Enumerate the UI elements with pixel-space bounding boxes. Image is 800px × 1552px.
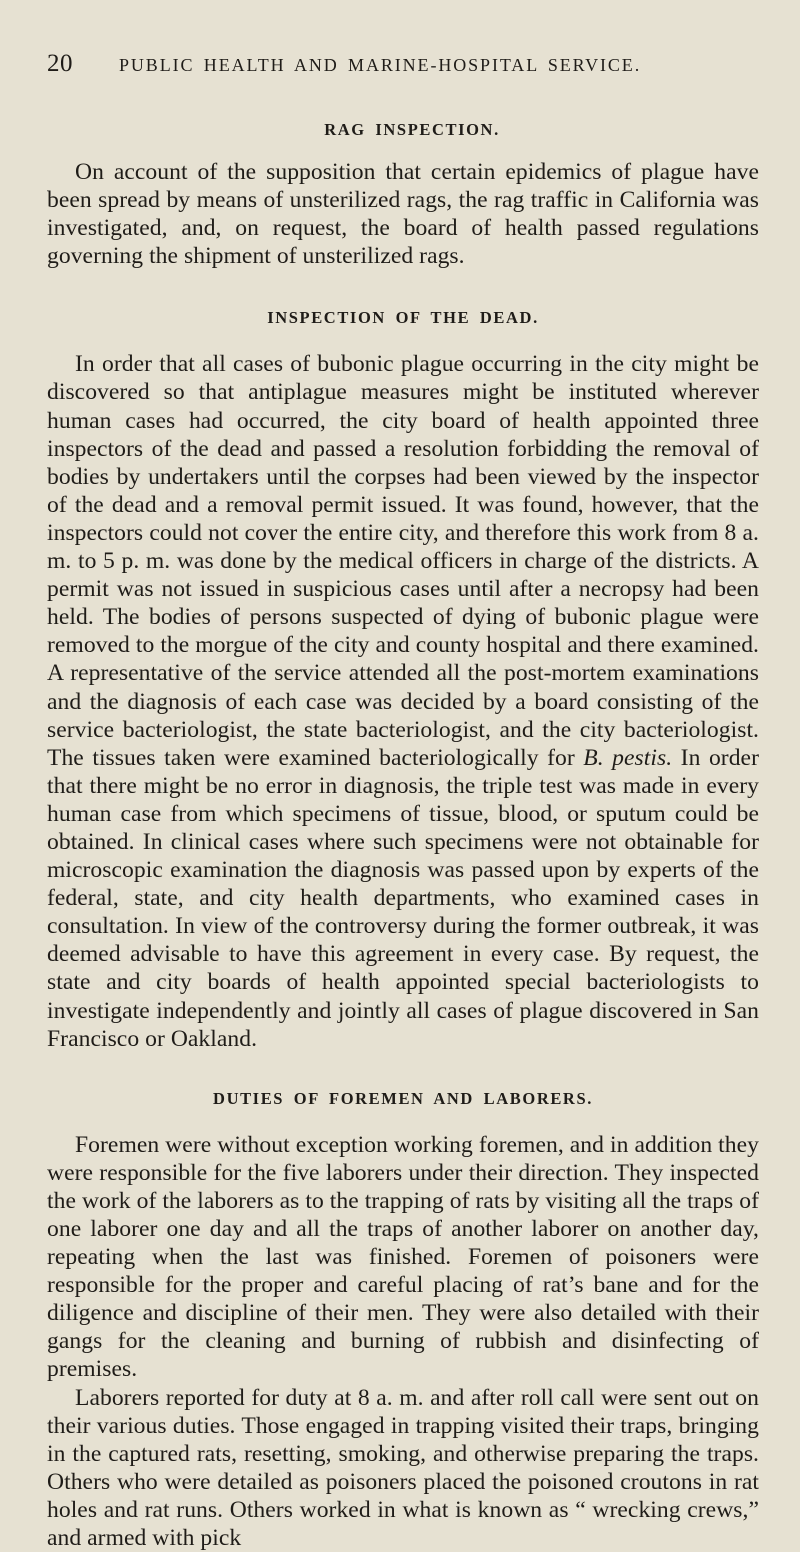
running-title: PUBLIC HEALTH AND MARINE-HOSPITAL SERVICE. (119, 55, 642, 75)
paragraph-inspection-of-the-dead (47, 350, 759, 1052)
paragraph-foremen: Foremen were without exception working foremen, and in addition they were responsible for the five laborers under their direction. They inspected the work of the laborers as to the trapping of rats by visiting all the traps of one laborer one day and all the traps of another laborer on another day, repeating when the last was finished. Foremen of poisoners were responsible for the proper and careful placing of rat’s bane and for the diligence and discipline of their men. They were also detailed with their gangs for the cleaning and burning of rubbish and disinfecting of premises. (47, 1131, 759, 1383)
paragraph-rag-inspection: On account of the supposition that certain epidemics of plague have been spread by means of unsterilized rags, the rag traffic in California was investigated, and, on request, the board of health passed regulations governing the shipment of unsterilized rags. (47, 159, 759, 270)
paragraph-text-part: In order that all cases of bubonic plague occurring in the city might be discovered so that antiplague measures might be instituted wherever human cases had occurred, the city board of health appointed three inspectors of the dead and passed a resolution forbidding the removal of bodies by undertakers until the corpses had been viewed by the inspector of the dead and a removal permit issued. It was found, however, that the inspectors could not cover the entire city, and therefore this work from 8 a. m. to 5 p. m. was done by the medical officers in charge of the districts. A permit was not issued in suspicious cases until after a necropsy had been held. The bodies of persons suspected of dying of bubonic plague were removed to the morgue of the city and county hospital and there examined. A representative of the service attended all the post-mortem examinations and the diagnosis of each case was decided by a board consisting of the service bacteriologist, the state bacteriologist, and the city bacteriologist. The tissues taken were examined bacteriologically for (47, 351, 759, 771)
paragraph-laborers: Laborers reported for duty at 8 a. m. and after roll call were sent out on their various duties. Those engaged in trapping visited their traps, bringing in the captured rats, resetting, smoking, and otherwise preparing the traps. Others who were detailed as poisoners placed the poisoned croutons in rat holes and rat runs. Others worked in what is known as “ wrecking crews,” and armed with pick (47, 1384, 759, 1552)
heading-duties-of-foremen-and-laborers: DUTIES OF FOREMEN AND LABORERS. (213, 1088, 593, 1108)
page-number: 20 (47, 50, 73, 77)
paragraph-text-part: In order that there might be no error in diagnosis, the triple test was made in every human case from which specimens of tissue, blood, or sputum could be obtained. In clinical cases where such specimens were not obtainable for microscopic examination the diagnosis was passed upon by experts of the federal, state, and city health departments, who examined cases in consultation. In view of the controversy during the former outbreak, it was deemed advisable to have this agreement in every case. By request, the state and city boards of health appointed special bacteriologists to investigate independently and jointly all cases of plague discovered in San Francisco or Oakland. (47, 744, 759, 1052)
heading-inspection-of-the-dead: INSPECTION OF THE DEAD. (267, 308, 539, 328)
species-name-italic: B. pestis. (583, 744, 673, 771)
heading-rag-inspection: RAG INSPECTION. (324, 120, 500, 139)
running-header (47, 50, 759, 86)
